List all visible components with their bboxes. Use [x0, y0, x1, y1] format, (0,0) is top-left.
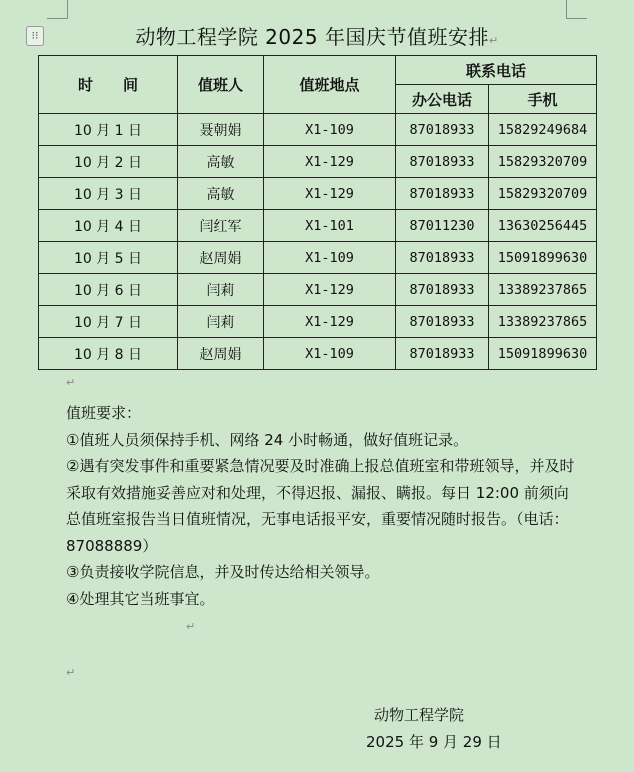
signature-org: 动物工程学院 — [374, 706, 465, 724]
table-row — [39, 242, 597, 274]
header-mobile: 手机 — [489, 85, 597, 114]
header-contact: 联系电话 — [396, 56, 597, 85]
cell-person: 高敏 — [178, 146, 264, 178]
table-move-handle-icon[interactable]: ⁝⁝ — [26, 26, 44, 46]
cell-mobile: 13630256445 — [489, 210, 597, 242]
cell-location: X1-109 — [264, 338, 396, 370]
cell-location: X1-109 — [264, 242, 396, 274]
cell-person: 聂朝娟 — [178, 114, 264, 146]
header-person: 值班人 — [178, 56, 264, 114]
cell-person: 赵周娟 — [178, 338, 264, 370]
table-row — [39, 306, 597, 338]
duty-table — [38, 55, 597, 370]
cell-person: 高敏 — [178, 178, 264, 210]
cell-location: X1-129 — [264, 306, 396, 338]
cell-date: 10 月 7 日 — [39, 306, 178, 338]
table-row — [39, 178, 597, 210]
cell-location: X1-109 — [264, 114, 396, 146]
cell-date: 10 月 3 日 — [39, 178, 178, 210]
empty-paragraph-mark: ↵ — [186, 620, 196, 633]
paragraph-mark: ↵ — [488, 34, 499, 47]
cell-office-phone: 87018933 — [396, 306, 489, 338]
cell-office-phone: 87018933 — [396, 274, 489, 306]
cell-mobile: 13389237865 — [489, 274, 597, 306]
cell-office-phone: 87018933 — [396, 338, 489, 370]
cell-mobile: 15829320709 — [489, 146, 597, 178]
requirements-section — [66, 400, 576, 612]
signature-date: 2025 年 9 月 29 日 — [366, 733, 502, 751]
cell-office-phone: 87011230 — [396, 210, 489, 242]
table-row — [39, 274, 597, 306]
header-location: 值班地点 — [264, 56, 396, 114]
cell-mobile: 15829320709 — [489, 178, 597, 210]
header-time: 时 间 — [39, 56, 178, 114]
table-row — [39, 114, 597, 146]
table-row — [39, 210, 597, 242]
document-title — [0, 22, 634, 56]
requirement-item-2: ②遇有突发事件和重要紧急情况要及时准确上报总值班室和带班领导，并及时采取有效措施妥善应对和处理，不得迟报、漏报、瞒报。每日 12:00 前须向总值班室报告当日值班情况，无事电话报平安，重要情况随时报告。（电话：87088889） — [66, 457, 575, 555]
requirement-item-4: ④处理其它当班事宜。 — [66, 589, 215, 608]
title-text: 动物工程学院 2025 年国庆节值班安排 — [135, 25, 489, 49]
cell-date: 10 月 6 日 — [39, 274, 178, 306]
cell-mobile: 15091899630 — [489, 242, 597, 274]
cell-location: X1-129 — [264, 274, 396, 306]
cell-date: 10 月 2 日 — [39, 146, 178, 178]
cell-office-phone: 87018933 — [396, 242, 489, 274]
cell-mobile: 15091899630 — [489, 338, 597, 370]
cell-location: X1-101 — [264, 210, 396, 242]
empty-paragraph-mark: ↵ — [66, 666, 76, 679]
requirement-item-3: ③负责接收学院信息，并及时传达给相关领导。 — [66, 563, 380, 581]
cell-date: 10 月 8 日 — [39, 338, 178, 370]
cell-person: 闫红军 — [178, 210, 264, 242]
requirements-heading: 值班要求： — [66, 404, 142, 422]
cell-mobile: 15829249684 — [489, 114, 597, 146]
cell-office-phone: 87018933 — [396, 178, 489, 210]
crop-mark-top-right — [566, 0, 587, 19]
cell-location: X1-129 — [264, 178, 396, 210]
crop-mark-top-left — [47, 0, 68, 19]
cell-date: 10 月 5 日 — [39, 242, 178, 274]
cell-person: 闫莉 — [178, 306, 264, 338]
cell-date: 10 月 4 日 — [39, 210, 178, 242]
table-body — [39, 114, 597, 370]
cell-date: 10 月 1 日 — [39, 114, 178, 146]
table-row — [39, 146, 597, 178]
cell-office-phone: 87018933 — [396, 114, 489, 146]
signature-block — [366, 702, 502, 756]
table-row — [39, 338, 597, 370]
cell-office-phone: 87018933 — [396, 146, 489, 178]
requirement-item-1: ①值班人员须保持手机、网络 24 小时畅通，做好值班记录。 — [66, 430, 469, 449]
table-header-row — [39, 56, 597, 85]
cell-mobile: 13389237865 — [489, 306, 597, 338]
cell-person: 闫莉 — [178, 274, 264, 306]
empty-paragraph-mark: ↵ — [66, 376, 76, 389]
cell-person: 赵周娟 — [178, 242, 264, 274]
header-office-phone: 办公电话 — [396, 85, 489, 114]
cell-location: X1-129 — [264, 146, 396, 178]
